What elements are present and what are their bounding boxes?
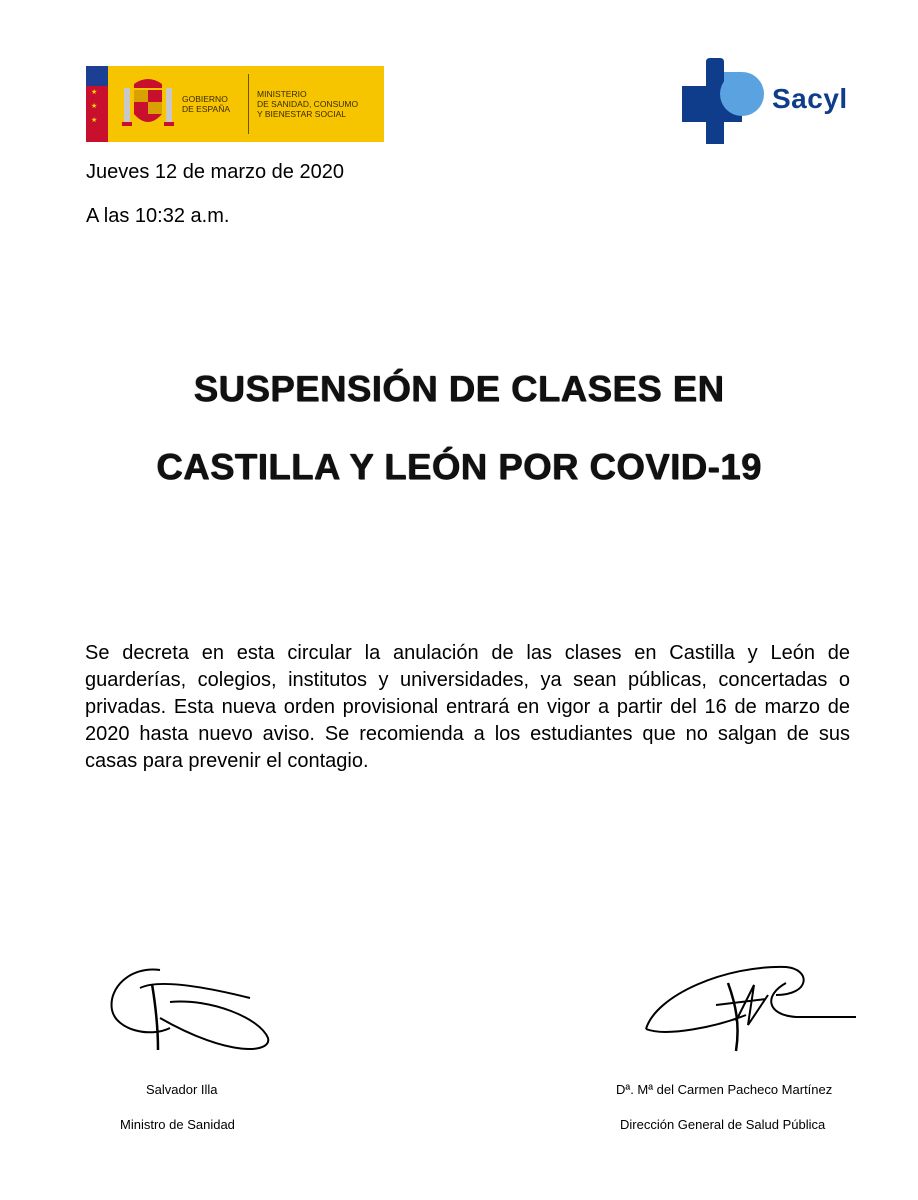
- sacyl-logo: [680, 58, 870, 148]
- signatory-left-role: Ministro de Sanidad: [120, 1117, 235, 1132]
- sacyl-label: Sacyl: [772, 83, 848, 114]
- divider: [248, 74, 249, 134]
- title-line1: SUSPENSIÓN DE CLASES EN: [193, 368, 725, 409]
- eu-flag-strip: [86, 66, 108, 142]
- ministry-line2: DE SANIDAD, CONSUMO: [257, 99, 359, 109]
- date-line: Jueves 12 de marzo de 2020: [86, 161, 344, 183]
- signature-left: [100, 958, 290, 1068]
- coat-of-arms-icon: [120, 74, 176, 134]
- signature-right: [636, 955, 866, 1065]
- gov-logo-line2: DE ESPAÑA: [182, 104, 231, 114]
- ministry-line1: MINISTERIO: [257, 89, 307, 99]
- title-line2: CASTILLA Y LEÓN POR COVID-19: [156, 446, 762, 487]
- signatory-right-role: Dirección General de Salud Pública: [620, 1117, 826, 1132]
- ministry-line3: Y BIENESTAR SOCIAL: [257, 109, 346, 119]
- signatory-left-name: Salvador Illa: [146, 1082, 218, 1097]
- government-logo: [86, 66, 384, 142]
- signatory-right-name: Dª. Mª del Carmen Pacheco Martínez: [616, 1082, 833, 1097]
- time-line: A las 10:32 a.m.: [86, 205, 230, 227]
- gov-logo-line1: GOBIERNO: [182, 94, 228, 104]
- circular-body: Se decreta en esta circular la anulación de las clases en Castilla y León de guarderías, colegios, institutos y universidades, ya sean públicas, concertadas o privadas. Esta nueva orden provisional entrará en vigor a partir del 16 de marzo de 2020 hasta nuevo aviso. Se recomienda a los estudiantes que no salgan de sus casas para prevenir el contagio.: [85, 642, 850, 772]
- star-icons: ★ ★ ★: [91, 89, 98, 124]
